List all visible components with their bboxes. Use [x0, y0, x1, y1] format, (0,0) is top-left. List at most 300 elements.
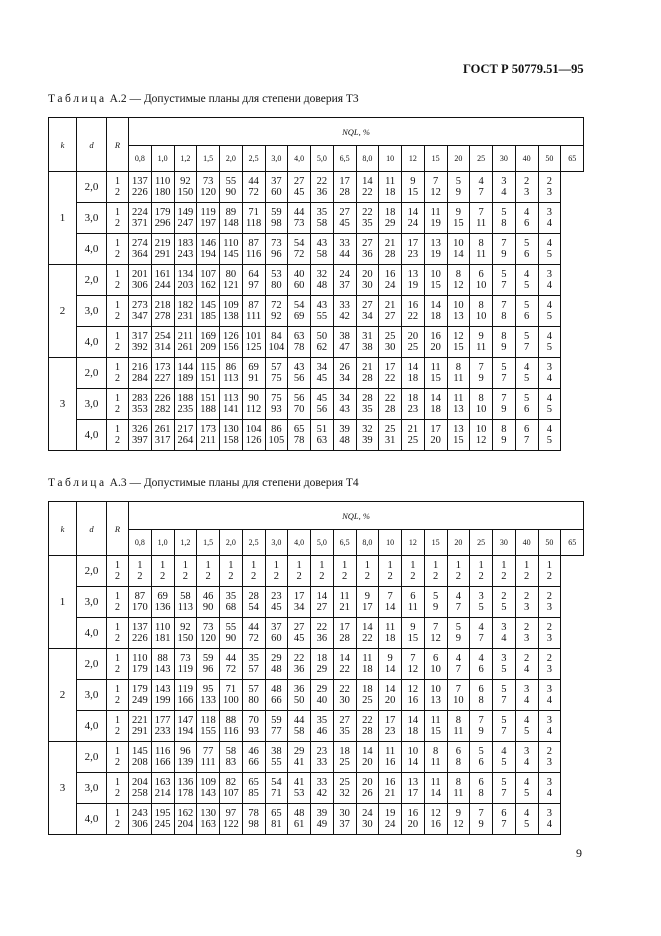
plan-cell: 6 10 [470, 265, 493, 296]
plan-cell: 5 6 [515, 389, 538, 420]
k-value: 2 [49, 649, 77, 742]
plan-cell: 7 12 [402, 649, 425, 680]
plan-cell: 23 33 [311, 742, 334, 773]
plan-cell: 118 155 [197, 711, 220, 742]
plan-cell: 16 21 [379, 773, 402, 804]
plan-cell: 173 227 [151, 358, 174, 389]
table-row [49, 587, 584, 618]
plan-cell: 4 5 [515, 804, 538, 835]
plan-cell: 12 16 [402, 680, 425, 711]
page-number: 9 [576, 846, 582, 860]
plan-cell: 28 54 [242, 587, 265, 618]
plan-cell: 5 7 [493, 265, 516, 296]
plan-cell: 50 62 [311, 327, 334, 358]
plan-cell: 217 264 [174, 420, 197, 451]
nql-value-header: 50 [538, 530, 561, 556]
plan-cell: 11 18 [379, 172, 402, 203]
plan-cell: 182 231 [174, 296, 197, 327]
plan-cell: 4 5 [515, 773, 538, 804]
plan-cell: 89 148 [220, 203, 243, 234]
plan-cell: 116 166 [151, 742, 174, 773]
plan-cell: 27 45 [288, 172, 311, 203]
plan-cell: 17 22 [379, 358, 402, 389]
plan-cell: 130 158 [220, 420, 243, 451]
plan-cell: 43 56 [288, 358, 311, 389]
r-value: 1 2 [107, 327, 129, 358]
caption-text: А.2 — Допустимые планы для степени доверия Т3 [109, 93, 359, 105]
d-value: 2,0 [77, 265, 107, 296]
plan-cell: 11 14 [424, 773, 447, 804]
r-value: 1 2 [107, 587, 129, 618]
plan-cell: 13 17 [402, 773, 425, 804]
plan-cell: 6 8 [470, 680, 493, 711]
plan-cell: 109 143 [197, 773, 220, 804]
plan-cell: 1 2 [311, 556, 334, 587]
plan-cell: 11 13 [447, 389, 470, 420]
nql-value-header: 15 [424, 146, 447, 172]
plan-cell: 16 22 [402, 296, 425, 327]
table-row [49, 172, 584, 203]
plan-cell: 104 126 [242, 420, 265, 451]
plan-cell: 211 261 [174, 327, 197, 358]
plan-cell: 326 397 [129, 420, 152, 451]
k-value: 3 [49, 742, 77, 835]
plan-cell: 4 5 [515, 265, 538, 296]
table-row [49, 234, 584, 265]
plan-cell: 24 37 [333, 265, 356, 296]
nql-value-header: 1,0 [151, 530, 174, 556]
nql-value-header: 3,0 [265, 146, 288, 172]
table-row [49, 358, 584, 389]
plan-cell: 9 12 [447, 804, 470, 835]
d-value: 4,0 [77, 327, 107, 358]
plan-cell: 161 244 [151, 265, 174, 296]
plan-cell: 5 6 [515, 296, 538, 327]
plan-cell: 65 81 [265, 804, 288, 835]
header-nql: NQL, % [129, 502, 584, 530]
plan-cell: 4 7 [447, 649, 470, 680]
plan-cell: 78 98 [242, 804, 265, 835]
plan-cell: 1 2 [151, 556, 174, 587]
plan-cell: 14 20 [356, 742, 379, 773]
plan-cell: 36 50 [288, 680, 311, 711]
plan-cell: 21 25 [402, 420, 425, 451]
plan-cell: 4 5 [515, 711, 538, 742]
plan-cell: 2 3 [515, 587, 538, 618]
header-d: d [77, 118, 107, 172]
plan-cell: 44 72 [220, 649, 243, 680]
table-row [49, 711, 584, 742]
plan-cell: 22 36 [288, 649, 311, 680]
plan-cell: 147 194 [174, 711, 197, 742]
plan-cell: 221 291 [129, 711, 152, 742]
plan-cell: 44 58 [288, 711, 311, 742]
plan-cell: 134 203 [174, 265, 197, 296]
plan-cell: 9 15 [402, 618, 425, 649]
nql-value-header: 30 [493, 146, 516, 172]
plan-cell: 3 5 [470, 587, 493, 618]
r-value: 1 2 [107, 556, 129, 587]
plan-cell: 8 11 [447, 358, 470, 389]
plan-cell: 243 306 [129, 804, 152, 835]
plan-cell: 179 296 [151, 203, 174, 234]
plan-cell: 21 28 [356, 358, 379, 389]
plan-cell: 317 392 [129, 327, 152, 358]
r-value: 1 2 [107, 420, 129, 451]
nql-value-header: 1,5 [197, 530, 220, 556]
plan-cell: 4 5 [538, 389, 561, 420]
plan-cell: 38 47 [333, 327, 356, 358]
plan-cell: 13 15 [447, 420, 470, 451]
plan-cell: 4 7 [470, 172, 493, 203]
plan-cell: 35 58 [311, 203, 334, 234]
plan-cell: 55 90 [220, 172, 243, 203]
nql-value-header: 5,0 [311, 146, 334, 172]
plan-cell: 14 22 [356, 618, 379, 649]
plan-cell: 224 371 [129, 203, 152, 234]
plan-cell: 4 5 [493, 742, 516, 773]
plan-cell: 4 5 [538, 420, 561, 451]
plan-cell: 54 72 [288, 234, 311, 265]
plan-cell: 48 66 [265, 680, 288, 711]
plan-cell: 95 133 [197, 680, 220, 711]
plan-cell: 126 156 [220, 327, 243, 358]
plan-cell: 22 28 [379, 389, 402, 420]
plan-cell: 46 90 [197, 587, 220, 618]
plan-cell: 2 3 [515, 618, 538, 649]
plan-cell: 34 45 [311, 358, 334, 389]
table-row [49, 327, 584, 358]
plan-cell: 59 77 [265, 711, 288, 742]
plan-cell: 8 11 [447, 711, 470, 742]
plan-cell: 14 18 [424, 389, 447, 420]
plan-cell: 39 49 [311, 804, 334, 835]
nql-value-header: 1,2 [174, 146, 197, 172]
plan-cell: 57 75 [265, 358, 288, 389]
plan-cell: 7 12 [424, 172, 447, 203]
plan-cell: 10 13 [424, 680, 447, 711]
plan-cell: 7 11 [470, 203, 493, 234]
plan-cell: 5 7 [515, 327, 538, 358]
plan-cell: 25 32 [333, 773, 356, 804]
nql-value-header: 10 [379, 146, 402, 172]
plan-cell: 4 6 [470, 649, 493, 680]
plan-cell: 216 284 [129, 358, 152, 389]
nql-value-header: 5,0 [311, 530, 334, 556]
plan-cell: 43 55 [311, 296, 334, 327]
plan-cell: 86 105 [265, 420, 288, 451]
d-value: 3,0 [77, 773, 107, 804]
table-row [49, 203, 584, 234]
plan-cell: 162 204 [174, 804, 197, 835]
plan-cell: 26 34 [333, 358, 356, 389]
plan-cell: 110 180 [151, 172, 174, 203]
plan-cell: 13 19 [424, 234, 447, 265]
plan-cell: 32 39 [356, 420, 379, 451]
plan-cell: 136 178 [174, 773, 197, 804]
nql-value-header: 65 [561, 530, 584, 556]
plan-cell: 2 3 [538, 618, 561, 649]
plan-cell: 4 5 [538, 296, 561, 327]
plan-cell: 7 14 [379, 587, 402, 618]
plan-cell: 4 5 [538, 234, 561, 265]
plan-cell: 37 60 [265, 172, 288, 203]
plan-cell: 4 7 [470, 618, 493, 649]
plan-cell: 23 45 [265, 587, 288, 618]
plan-cell: 48 61 [288, 804, 311, 835]
plan-cell: 69 91 [242, 358, 265, 389]
plan-cell: 177 233 [151, 711, 174, 742]
plan-cell: 2 3 [538, 587, 561, 618]
plan-cell: 3 4 [538, 773, 561, 804]
plan-cell: 5 7 [493, 680, 516, 711]
r-value: 1 2 [107, 680, 129, 711]
table-a3-caption [48, 477, 359, 489]
plan-cell: 53 80 [265, 265, 288, 296]
plan-cell: 58 113 [174, 587, 197, 618]
plan-cell: 54 71 [265, 773, 288, 804]
plan-cell: 16 24 [379, 265, 402, 296]
plan-cell: 1 2 [242, 556, 265, 587]
plan-cell: 143 199 [151, 680, 174, 711]
plan-cell: 179 249 [129, 680, 152, 711]
plan-cell: 10 12 [470, 420, 493, 451]
plan-cell: 24 30 [356, 804, 379, 835]
nql-value-header: 4,0 [288, 146, 311, 172]
plan-cell: 7 9 [470, 804, 493, 835]
table-row [49, 773, 584, 804]
plan-cell: 11 18 [379, 618, 402, 649]
plan-cell: 151 188 [197, 389, 220, 420]
r-value: 1 2 [107, 618, 129, 649]
plan-cell: 8 9 [493, 327, 516, 358]
nql-value-header: 8,0 [356, 146, 379, 172]
plan-cell: 10 15 [424, 265, 447, 296]
plan-cell: 13 19 [402, 265, 425, 296]
plan-cell: 88 143 [151, 649, 174, 680]
plan-cell: 1 2 [129, 556, 152, 587]
nql-value-header: 1,5 [197, 146, 220, 172]
plan-cell: 25 30 [379, 327, 402, 358]
header-r: R [107, 118, 129, 172]
plan-cell: 18 29 [379, 203, 402, 234]
nql-value-header: 30 [493, 530, 516, 556]
plan-cell: 69 136 [151, 587, 174, 618]
header-k: k [49, 502, 77, 556]
plan-cell: 82 107 [220, 773, 243, 804]
plan-cell: 58 83 [220, 742, 243, 773]
plan-cell: 1 2 [515, 556, 538, 587]
header-r: R [107, 502, 129, 556]
plan-cell: 54 69 [288, 296, 311, 327]
table-row [49, 680, 584, 711]
plan-cell: 1 2 [174, 556, 197, 587]
plan-cell: 10 14 [402, 742, 425, 773]
plan-cell: 27 36 [356, 234, 379, 265]
nql-value-header: 6,5 [333, 146, 356, 172]
plan-cell: 2 3 [515, 172, 538, 203]
table-row [49, 618, 584, 649]
plan-cell: 195 245 [151, 804, 174, 835]
table-row [49, 804, 584, 835]
plan-cell: 4 7 [447, 587, 470, 618]
plan-cell: 10 13 [447, 296, 470, 327]
plan-cell: 7 8 [493, 296, 516, 327]
plan-cell: 9 11 [470, 327, 493, 358]
k-value: 1 [49, 556, 77, 649]
plan-cell: 1 2 [333, 556, 356, 587]
plan-cell: 3 4 [515, 742, 538, 773]
nql-value-header: 20 [447, 146, 470, 172]
plan-cell: 27 45 [288, 618, 311, 649]
plan-cell: 17 23 [379, 711, 402, 742]
plan-cell: 3 4 [493, 618, 516, 649]
plan-cell: 16 20 [402, 804, 425, 835]
plan-cell: 33 42 [311, 773, 334, 804]
plan-cell: 12 16 [424, 804, 447, 835]
plan-cell: 44 73 [288, 203, 311, 234]
plan-cell: 113 141 [220, 389, 243, 420]
plan-cell: 90 112 [242, 389, 265, 420]
plan-cell: 14 22 [356, 172, 379, 203]
plan-cell: 6 8 [447, 742, 470, 773]
plan-cell: 29 41 [288, 742, 311, 773]
plan-cell: 73 96 [265, 234, 288, 265]
plan-cell: 27 35 [333, 711, 356, 742]
plan-cell: 45 56 [311, 389, 334, 420]
plan-cell: 12 15 [447, 327, 470, 358]
plan-cell: 183 243 [174, 234, 197, 265]
plan-cell: 41 53 [288, 773, 311, 804]
plan-cell: 37 60 [265, 618, 288, 649]
plan-cell: 30 37 [333, 804, 356, 835]
plan-cell: 18 23 [402, 389, 425, 420]
plan-cell: 8 11 [424, 742, 447, 773]
plan-cell: 44 72 [242, 618, 265, 649]
plan-cell: 2 4 [515, 649, 538, 680]
plan-cell: 27 45 [333, 203, 356, 234]
plan-cell: 3 4 [538, 711, 561, 742]
plan-cell: 201 306 [129, 265, 152, 296]
plan-cell: 1 2 [379, 556, 402, 587]
plan-cell: 92 150 [174, 618, 197, 649]
r-value: 1 2 [107, 649, 129, 680]
plan-cell: 10 14 [447, 234, 470, 265]
nql-value-header: 0,8 [129, 146, 152, 172]
plan-cell: 1 2 [402, 556, 425, 587]
plan-cell: 8 9 [493, 420, 516, 451]
plan-cell: 88 116 [220, 711, 243, 742]
plan-cell: 2 5 [493, 587, 516, 618]
plan-cell: 19 24 [379, 804, 402, 835]
plan-cell: 2 3 [538, 742, 561, 773]
plan-cell: 11 15 [424, 711, 447, 742]
r-value: 1 2 [107, 203, 129, 234]
plan-cell: 87 111 [242, 296, 265, 327]
plan-cell: 107 162 [197, 265, 220, 296]
plan-cell: 75 93 [265, 389, 288, 420]
caption-text: А.3 — Допустимые планы для степени доверия Т4 [109, 477, 359, 489]
plan-cell: 72 92 [265, 296, 288, 327]
r-value: 1 2 [107, 742, 129, 773]
plan-cell: 32 48 [311, 265, 334, 296]
nql-value-header: 6,5 [333, 530, 356, 556]
plan-cell: 25 31 [379, 420, 402, 451]
plan-cell: 7 12 [424, 618, 447, 649]
nql-value-header: 10 [379, 530, 402, 556]
table-row [49, 649, 584, 680]
plan-cell: 64 97 [242, 265, 265, 296]
plan-cell: 80 121 [220, 265, 243, 296]
header-k: k [49, 118, 77, 172]
r-value: 1 2 [107, 711, 129, 742]
plan-cell: 51 63 [311, 420, 334, 451]
r-value: 1 2 [107, 296, 129, 327]
plan-cell: 5 9 [447, 618, 470, 649]
nql-value-header: 65 [561, 146, 584, 172]
plan-cell: 56 70 [288, 389, 311, 420]
plan-cell: 1 2 [265, 556, 288, 587]
caption-word: Таблица [48, 477, 107, 489]
plan-cell: 87 170 [129, 587, 152, 618]
d-value: 3,0 [77, 296, 107, 327]
plan-cell: 1 2 [197, 556, 220, 587]
plan-cell: 28 35 [356, 389, 379, 420]
plan-cell: 3 4 [538, 358, 561, 389]
nql-value-header: 2,0 [220, 530, 243, 556]
plan-cell: 17 34 [288, 587, 311, 618]
plan-cell: 137 226 [129, 172, 152, 203]
d-value: 2,0 [77, 358, 107, 389]
plan-cell: 65 78 [288, 420, 311, 451]
r-value: 1 2 [107, 172, 129, 203]
nql-value-header: 1,0 [151, 146, 174, 172]
d-value: 2,0 [77, 556, 107, 587]
plan-cell: 20 26 [356, 773, 379, 804]
plan-cell: 20 25 [402, 327, 425, 358]
plan-cell: 22 36 [311, 618, 334, 649]
nql-value-header: 40 [515, 530, 538, 556]
caption-word: Таблица [48, 93, 107, 105]
table-row [49, 296, 584, 327]
plan-cell: 18 29 [311, 649, 334, 680]
d-value: 2,0 [77, 172, 107, 203]
plan-cell: 3 5 [493, 649, 516, 680]
nql-value-header: 2,5 [242, 146, 265, 172]
plan-cell: 4 5 [538, 327, 561, 358]
nql-value-header: 12 [402, 146, 425, 172]
plan-cell: 7 9 [493, 234, 516, 265]
plan-cell: 1 2 [288, 556, 311, 587]
plan-cell: 204 258 [129, 773, 152, 804]
nql-value-header: 20 [447, 530, 470, 556]
plan-cell: 9 15 [447, 203, 470, 234]
plan-cell: 96 139 [174, 742, 197, 773]
plan-cell: 84 104 [265, 327, 288, 358]
table-row [49, 556, 584, 587]
d-value: 4,0 [77, 804, 107, 835]
plan-cell: 17 23 [402, 234, 425, 265]
plan-cell: 39 48 [333, 420, 356, 451]
plan-cell: 71 100 [220, 680, 243, 711]
plan-cell: 261 317 [151, 420, 174, 451]
d-value: 3,0 [77, 680, 107, 711]
d-value: 3,0 [77, 203, 107, 234]
d-value: 4,0 [77, 711, 107, 742]
plan-cell: 1 2 [493, 556, 516, 587]
plan-cell: 59 96 [197, 649, 220, 680]
nql-value-header: 50 [538, 146, 561, 172]
